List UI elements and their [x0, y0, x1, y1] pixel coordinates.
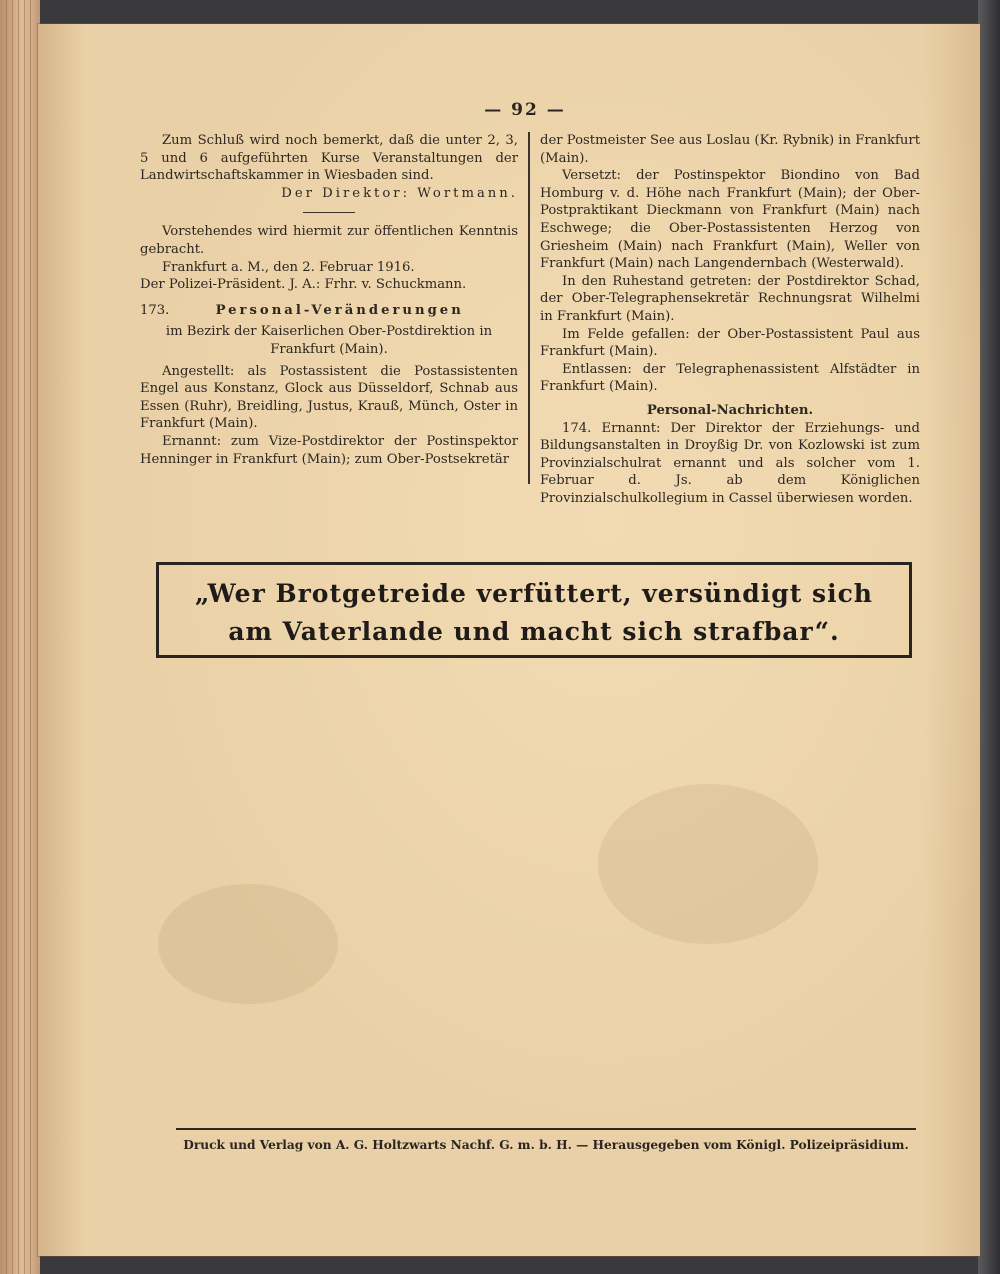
section-subheading: im Bezirk der Kaiserlichen Ober-Postdirektion in Frankfurt (Main). [165, 324, 493, 357]
left-column [140, 132, 518, 468]
slogan-line-1: „Wer Brotgetreide verfüttert, versündigt sich [195, 579, 873, 608]
section-divider [303, 212, 355, 213]
personnel-news-heading: Personal-Nachrichten. [646, 402, 814, 418]
page-number: — 92 — [484, 100, 566, 120]
promotions-paragraph: Ernannt: zum Vize-Postdirektor der Postinspektor Henninger in Frankfurt (Main); zum Ober-Postsekretär [140, 433, 518, 467]
right-column [540, 132, 920, 507]
transfers-paragraph: Versetzt: der Postinspektor Biondino von Bad Homburg v. d. Höhe nach Frankfurt (Main); der Ober-Postpraktikant Dieckmann von Frankfurt (Main) nach Eschwege; die Ober-Postassistenten Herzog von Griesheim (Main) nach Frankfurt (Main), Weller von Frankfurt (Main) nach Langendernbach (Westerwald). [540, 168, 920, 272]
appointment-174-paragraph: 174. Ernannt: Der Direktor der Erziehungs- und Bildungsanstalten in Droyßig Dr. von Kozlowski ist zum Provinzialschulrat ernannt und als solcher vom 1. Februar d. Js. ab dem Königlichen Provinzialschulkollegium in Cassel überwiesen worden. [540, 420, 920, 506]
book-page-edges [0, 0, 40, 1274]
announcement-text: Vorstehendes wird hiermit zur öffentlichen Kenntnis gebracht. [140, 224, 518, 257]
section-title: Personal-Veränderungen [215, 302, 464, 318]
retirement-paragraph: In den Ruhestand getreten: der Postdirektor Schad, der Ober-Telegraphensekretär Rechnungsrat Wilhelmi in Frankfurt (Main). [540, 273, 920, 324]
postmaster-continuation: der Postmeister See aus Loslau (Kr. Rybnik) in Frankfurt (Main). [540, 133, 920, 166]
book-cover-edge [978, 0, 1000, 1274]
footer-rule [176, 1128, 916, 1130]
section-number: 173. [140, 302, 170, 318]
paper-stain [158, 884, 338, 1004]
fallen-paragraph: Im Felde gefallen: der Ober-Postassistent Paul aus Frankfurt (Main). [540, 326, 920, 360]
closing-remark: Zum Schluß wird noch bemerkt, daß die unter 2, 3, 5 und 6 aufgeführten Kurse Veranstaltungen der Landwirtschaftskammer in Wiesbaden sind. [140, 133, 518, 184]
column-divider [528, 132, 530, 484]
slogan-line-2: am Vaterlande und macht sich strafbar“. [228, 617, 840, 646]
appointments-paragraph: Angestellt: als Postassistent die Postassistenten Engel aus Konstanz, Glock aus Düsseldorf, Schnab aus Essen (Ruhr), Breidling, Justus, Krauß, Münch, Oster in Frankfurt (Main). [140, 363, 518, 432]
paper-stain [598, 784, 818, 944]
police-president-signature: Der Polizei-Präsident. J. A.: Frhr. v. Schuckmann. [140, 277, 467, 293]
dismissal-paragraph: Entlassen: der Telegraphenassistent Alfstädter in Frankfurt (Main). [540, 361, 920, 395]
slogan-box [156, 562, 912, 658]
section-heading-173 [140, 302, 518, 320]
publisher-footer: Druck und Verlag von A. G. Holtzwarts Nachf. G. m. b. H. — Herausgegeben vom Königl. Polizeipräsidium. [183, 1138, 909, 1152]
director-signature: Der Direktor: Wortmann. [281, 185, 518, 201]
date-line: Frankfurt a. M., den 2. Februar 1916. [162, 259, 415, 275]
